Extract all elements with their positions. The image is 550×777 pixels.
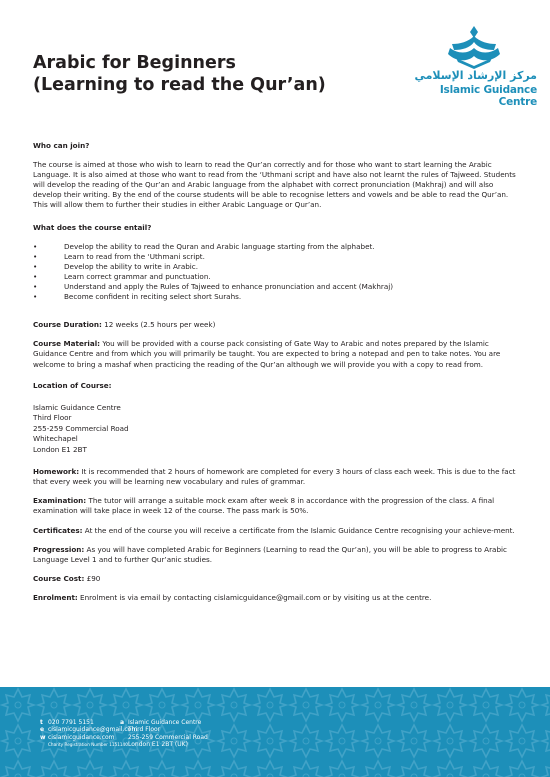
footer-address-line: Islamic Guidance Centre — [128, 719, 202, 726]
logo-english-text: Islamic Guidance Centre — [439, 84, 537, 108]
progression-label: Progression: — [33, 544, 85, 554]
course-content — [33, 141, 518, 612]
email-label: e — [40, 726, 45, 734]
duration-label: Course Duration: — [33, 320, 102, 330]
material-text: You will be provided with a course pack consisting of Gate Way to Arabic and notes prepared by the Islamic Guidance Centre and from which you will primarily be taught. You are expected to bring a notepad and pen to take notes. You are welcome to bring a mashaf when practicing the reading of the Qur’an although we will provide you with a copy to read from. — [33, 339, 501, 369]
certificates-text: At the end of the course you will receive a certificate from the Islamic Guidance Centre recognising your achieve-ment. — [82, 525, 515, 535]
phone-number: 020 7791 5151 — [48, 719, 94, 726]
examination-text: The tutor will arrange a suitable mock exam after week 8 in accordance with the progression of the class. A final examination will take place in week 12 of the course. The pass mark is 50%. — [33, 496, 495, 516]
enrolment-text: Enrolment is via email by contacting cislamicguidance@gmail.com or by visiting us at the centre. — [77, 592, 432, 602]
material-label: Course Material: — [33, 339, 101, 349]
phone-label: t — [40, 719, 43, 726]
progression — [33, 545, 518, 565]
footer-address — [120, 719, 208, 749]
page-title — [33, 52, 326, 96]
who-text: The course is aimed at those who wish to learn to read the Qur’an correctly and for those who want to start learning the Arabic Language. It is also aimed at those who want to read from the ‘Uthmani script and have also not learnt the rules of Tajweed. Students will develop the reading of the Qur’an and Arabic language from the alphabet with correct pronunciation (Makhraj) and will also develop their writing. By the end of the course students will be able to recognise letters and vowels and be able to read the Qur’an. This will allow them to further their studies in either Arabic Language or Qur’an. — [33, 160, 516, 210]
location-address — [33, 403, 518, 456]
enrolment — [33, 593, 518, 603]
address-line: 255-259 Commercial Road — [33, 423, 129, 433]
web-label: w — [40, 733, 46, 741]
list-item: • Understand and apply the Rules of Tajweed to enhance pronunciation and accent (Makhraj) — [33, 282, 518, 292]
list-item: • Learn to read from the ‘Uthmani script. — [33, 252, 518, 262]
email-link[interactable]: cislamicguidance@gmail.com — [48, 726, 138, 734]
footer — [0, 687, 550, 777]
entail-heading: What does the course entail? — [33, 222, 152, 232]
who-heading: Who can join? — [33, 141, 90, 150]
enrolment-label: Enrolment: — [33, 592, 78, 602]
location-heading: Location of Course: — [33, 380, 112, 390]
entail-list — [33, 242, 518, 303]
address-line: London E1 2BT — [33, 444, 87, 454]
material — [33, 339, 518, 369]
title-line-1: Arabic for Beginners — [33, 53, 236, 73]
title-line-2: (Learning to read the Qur’an) — [33, 75, 326, 95]
address-line: Whitechapel — [33, 434, 78, 444]
duration-text: 12 weeks (2.5 hours per week) — [101, 320, 216, 330]
cost — [33, 574, 518, 584]
footer-address-line: London E1 2BT (UK) — [128, 741, 188, 749]
logo-arabic-text: مركز الإرشاد الإسلامي — [414, 69, 537, 82]
address-line: Islamic Guidance Centre — [33, 402, 121, 412]
duration — [33, 320, 518, 330]
certificates — [33, 526, 518, 536]
logo — [412, 24, 537, 108]
progression-text: As you will have completed Arabic for Beginners (Learning to read the Qur’an), you will be able to progress to Arabic Language Level 1 and to further Qur’anic studies. — [33, 544, 507, 564]
certificates-label: Certificates: — [33, 525, 83, 535]
footer-address-line: 255-259 Commercial Road — [128, 733, 208, 741]
homework-label: Homework: — [33, 467, 80, 477]
list-item: • Develop the ability to read the Quran and Arabic language starting from the alphabet. — [33, 242, 518, 252]
homework-text: It is recommended that 2 hours of homework are completed for every 3 hours of class each week. This is due to the fact that every week you will be learning new vocabulary and rules of grammar. — [33, 467, 516, 487]
examination — [33, 496, 518, 516]
list-item: • Develop the ability to write in Arabic. — [33, 262, 518, 272]
cost-label: Course Cost: — [33, 573, 85, 583]
address-label: a — [120, 719, 125, 726]
charity-number: Charity Registration Number 1151140 — [48, 742, 128, 748]
address-line: Third Floor — [33, 413, 72, 423]
website-link[interactable]: cislamicguidance.com — [48, 733, 115, 741]
homework — [33, 467, 518, 487]
list-item: • Learn correct grammar and punctuation. — [33, 272, 518, 282]
footer-address-line: Third Floor — [128, 726, 161, 734]
examination-label: Examination: — [33, 496, 87, 506]
quran-book-icon — [412, 24, 537, 69]
cost-text: £90 — [84, 573, 101, 583]
list-item: • Become confident in reciting select short Surahs. — [33, 292, 518, 302]
